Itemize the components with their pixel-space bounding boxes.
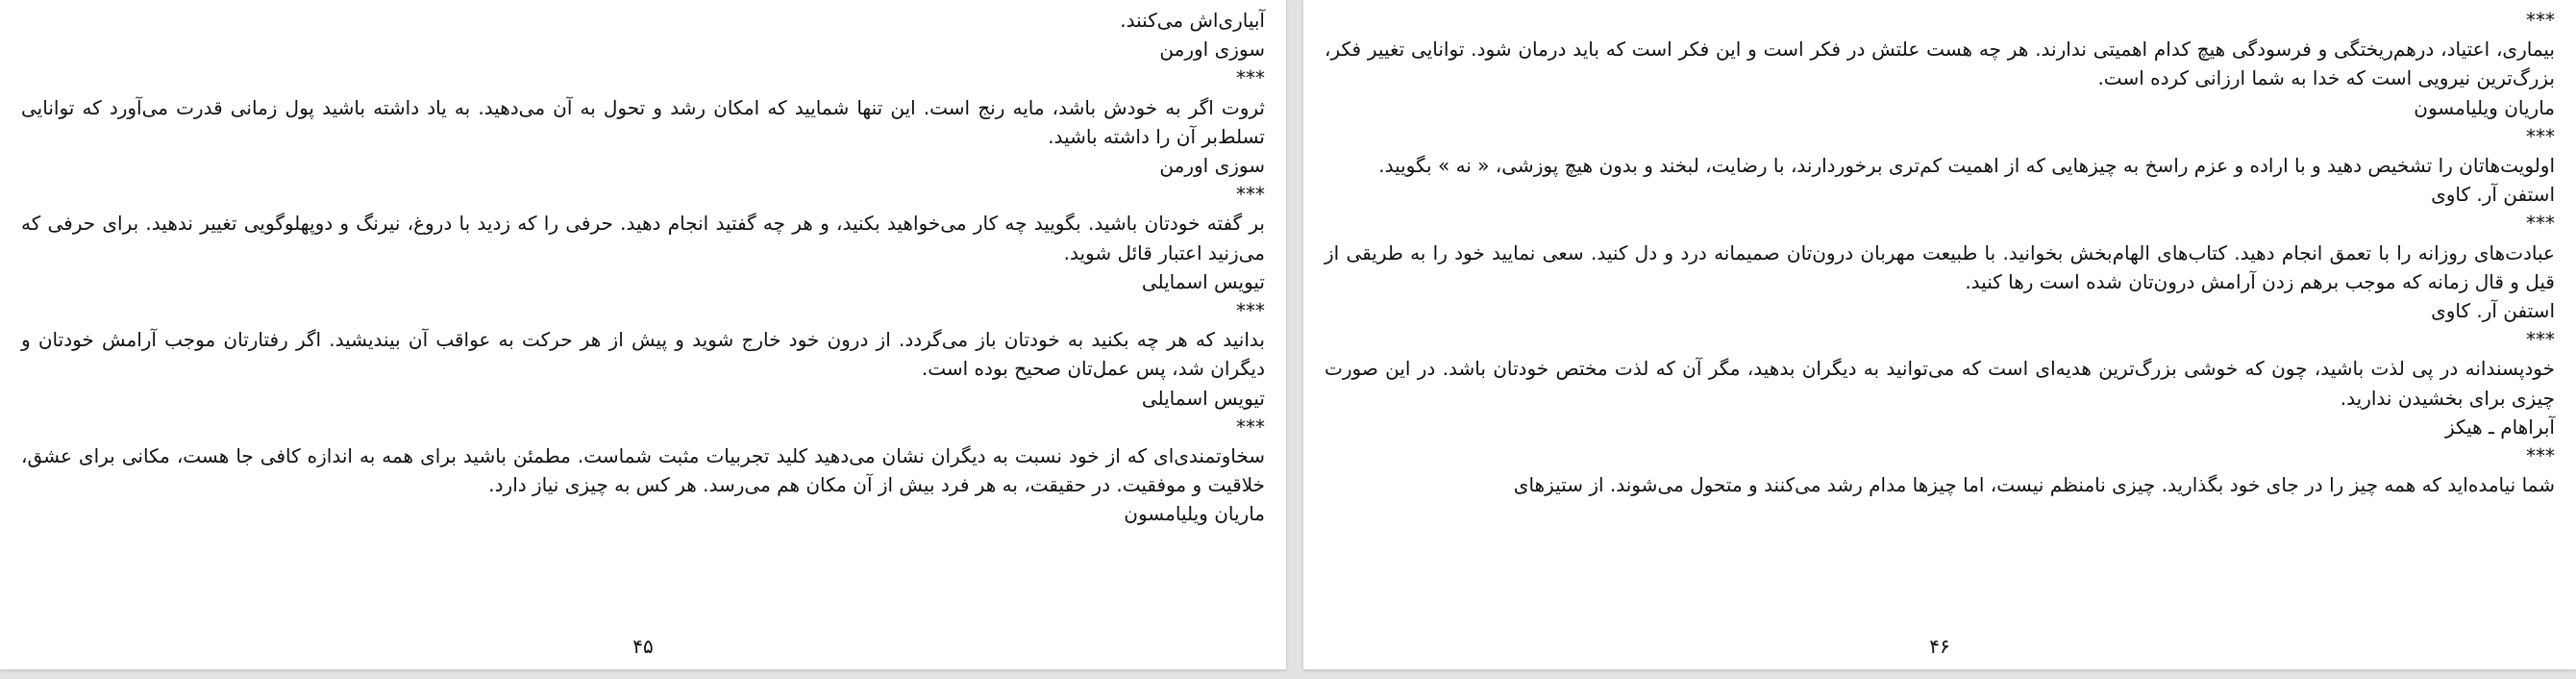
quote-author: سوزی اورمن — [1159, 38, 1265, 62]
paragraph: بیماری، اعتیاد، درهم‌ریختگی و فرسودگی هیچ کدام اهمیتی ندارند. هر چه هست علتش در فکر است و این فکر است که باید درمان شود. توانایی تغییر فکر، بزرگ‌ترین نیرویی است که خدا به شما ارزانی کرده است. — [1325, 38, 2555, 90]
quote-author: تیویس اسمایلی — [1141, 386, 1265, 410]
quote-author: استفن آر. کاوی — [2431, 299, 2555, 323]
quote-author: تیویس اسمایلی — [1141, 269, 1265, 293]
page-number: ۴۵ — [632, 635, 654, 658]
section-separator: *** — [1236, 66, 1265, 90]
paragraph: خودپسندانه در پی لذت باشید، چون که خوشی بزرگ‌ترین هدیه‌ای است که می‌توانید به دیگران بدهید، مگر آن که لذت مختص خودتان باشد. در این صورت چیزی برای بخشیدن ندارید. — [1325, 357, 2555, 410]
paragraph: آبیاری‌اش می‌کنند. — [1120, 9, 1265, 32]
section-separator: *** — [2526, 444, 2555, 468]
paragraph: سخاوتمندی‌ای که از خود نسبت به دیگران نشان می‌دهید کلید تجربیات مثبت شماست. مطمئن باشید برای همه به اندازه کافی جا هست، مکانی برای عشق، خلاقیت و موفقیت. در حقیقت، به هر فرد بیش از آن مکان هم می‌رسد. هر کس به چیزی نیاز دارد. — [21, 444, 1265, 497]
section-separator: *** — [2526, 212, 2555, 236]
quote-author: سوزی اورمن — [1159, 154, 1265, 178]
section-separator: *** — [1236, 299, 1265, 323]
paragraph: اولویت‌هاتان را تشخیص دهید و با اراده و عزم راسخ به چیزهایی که از اهمیت کم‌تری برخوردارند، با رضایت، لبخند و بدون هیچ پوزشی، « نه » بگویید. — [1378, 154, 2555, 178]
section-separator: *** — [2526, 124, 2555, 148]
quote-author: استفن آر. کاوی — [2431, 183, 2555, 207]
section-separator: *** — [2526, 328, 2555, 352]
section-separator: *** — [2526, 9, 2555, 32]
paragraph: ثروت اگر به خودش باشد، مایه رنج است. این تنها شمایید که امکان رشد و تحول به آن می‌دهید. به یاد داشته باشید پول زمانی قدرت می‌آورد که توانایی تسلط‌بر آن را داشته باشید. — [21, 95, 1265, 148]
page-45-text — [21, 6, 1265, 529]
paragraph: عبادت‌های روزانه را با تعمق انجام دهید. کتاب‌های الهام‌بخش بخوانید. با طبیعت مهربان درون‌تان صمیمانه درد و دل کنید. سعی نمایید خود را به طریقی از قیل و قال زمانه که موجب برهم زدن آرامش درون‌تان شده است رها کنید. — [1325, 240, 2555, 293]
quote-author: ماریان ویلیامسون — [1124, 502, 1265, 526]
book-page-45 — [0, 0, 1286, 669]
paragraph: شما نیامده‌اید که همه چیز را در جای خود بگذارید. چیزی نامنظم نیست، اما چیزها مدام رشد می‌کنند و متحول می‌شوند. از ستیزهای — [1513, 473, 2555, 497]
section-separator: *** — [1236, 183, 1265, 207]
section-separator: *** — [1236, 415, 1265, 439]
quote-author: آبراهام ـ هیکز — [2445, 415, 2555, 439]
book-page-46 — [1303, 0, 2576, 669]
page-number: ۴۶ — [1929, 635, 1950, 658]
page-46-text — [1325, 6, 2555, 499]
paragraph: بدانید که هر چه بکنید به خودتان باز می‌گردد. از درون خود خارج شوید و پیش از هر حرکت به عواقب آن بیندیشید. اگر رفتارتان موجب آرامش خودتان و دیگران شد، پس عمل‌تان صحیح بوده است. — [21, 328, 1265, 381]
paragraph: بر گفته خودتان باشید. بگویید چه کار می‌خواهید بکنید، و هر چه گفتید انجام دهید. حرفی را که زدید با دروغ، نیرنگ و دوپهلوگویی تغییر ندهید. برای حرفی که می‌زنید اعتبار قائل شوید. — [21, 212, 1265, 264]
quote-author: ماریان ویلیامسون — [2414, 95, 2555, 119]
